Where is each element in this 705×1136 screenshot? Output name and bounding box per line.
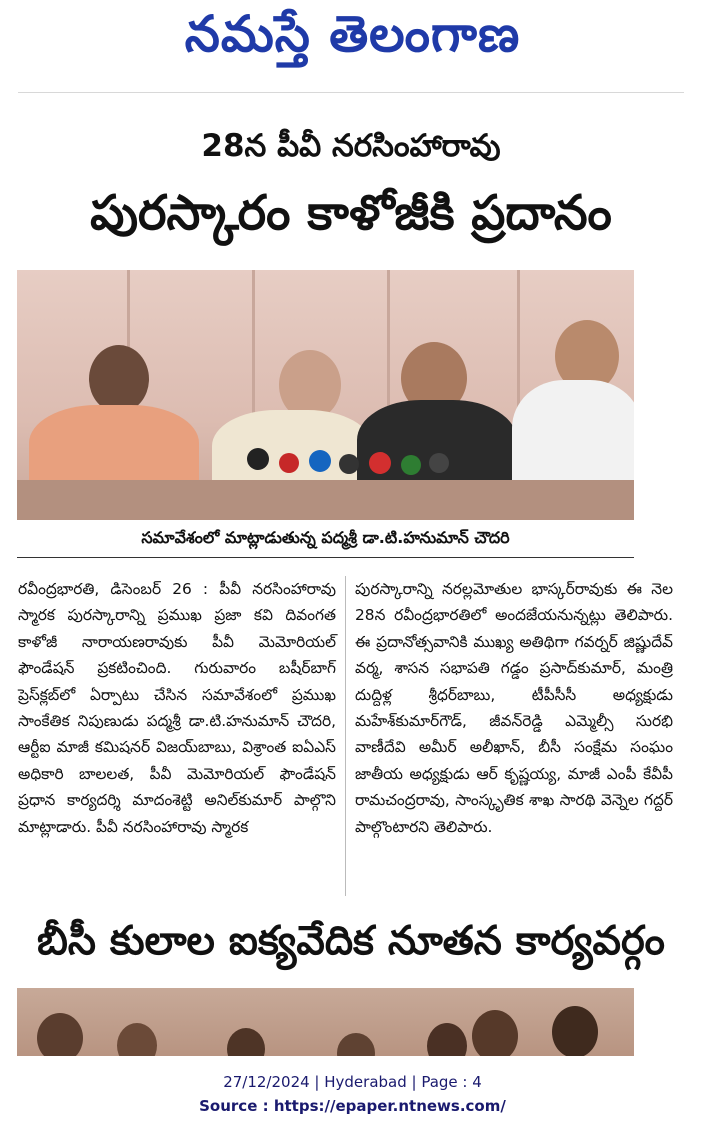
group-photo [17, 988, 634, 1056]
press-table [17, 480, 634, 520]
photo-caption: సమావేశంలో మాట్లాడుతున్న పద్మశ్రీ డా.టి.హనుమాన్ చౌదరి [17, 521, 634, 558]
source-link[interactable]: Source : https://epaper.ntnews.com/ [199, 1097, 506, 1115]
microphone [309, 450, 331, 472]
microphone [247, 448, 269, 470]
microphone [429, 453, 449, 473]
microphone [339, 454, 359, 474]
edition-info: 27/12/2024 | Hyderabad | Page : 4 [223, 1073, 482, 1091]
article-kicker: 28న పీవీ నరసింహారావు [201, 128, 501, 164]
microphone [369, 452, 391, 474]
microphone [279, 453, 299, 473]
article-column-left: రవీంద్రభారతి, డిసెంబర్ 26 : పీవీ నరసింహారావు స్మారక పురస్కారాన్ని ప్రముఖ ప్రజా కవి దివంగత కాళోజీ నారాయణరావుకు పీవీ మెమోరియల్ ఫౌండేషన్ ప్రకటించింది. గురువారం బషీర్‌బాగ్ ప్రెస్‌క్లబ్‌లో ఏర్పాటు చేసిన సమావేశంలో ప్రముఖ సాంకేతిక నిపుణుడు పద్మశ్రీ డా.టి.హనుమాన్ చౌదరి, ఆర్టీఐ మాజీ కమిషనర్ విజయ్‌బాబు, విశ్రాంత ఐఏఎస్ అధికారి బాలలత, పీవీ మెమోరియల్ ఫౌండేషన్ ప్రధాన కార్యదర్శి మాదంశెట్టి అనిల్‌కుమార్ పాల్గొని మాట్లాడారు. పీవీ నరసింహారావు స్మారక [18, 580, 336, 836]
article-column-right: పురస్కారాన్ని నరల్లమోతుల భాస్కర్‌రావుకు ఈ నెల 28న రవీంద్రభారతిలో అందజేయనున్నట్లు తెలిపారు. ఈ ప్రదానోత్సవానికి ముఖ్య అతిథిగా గవర్నర్ జిష్ణుదేవ్ వర్మ, శాసన సభాపతి గడ్డం ప్రసాద్‌కుమార్, మంత్రి దుద్దిళ్ల శ్రీధర్‌బాబు, టీపీసీసీ అధ్యక్షుడు మహేశ్‌కుమార్‌గౌడ్, జీవన్‌రెడ్డి ఎమ్మెల్సీ సురభి వాణీదేవి అమీర్ అలీఖాన్, బీసీ సంక్షేమ సంఘం జాతీయ అధ్యక్షుడు ఆర్ కృష్ణయ్య, మాజీ ఎంపీ కేవీపీ రామచంద్రరావు, సాంస్కృతిక శాఖ సారథి వెన్నెల గద్దర్ పాల్గొంటారని తెలిపారు. [355, 580, 673, 836]
microphone [401, 455, 421, 475]
column-divider [345, 576, 346, 896]
second-article-headline: బీసీ కులాల ఐక్యవేదిక నూతన కార్యవర్గం [37, 918, 665, 964]
article-headline: పురస్కారం కాళోజీకి ప్రదానం [90, 185, 612, 241]
press-meet-photo [17, 270, 634, 520]
masthead-logo: నమస్తే తెలంగాణ [184, 4, 521, 63]
header-strip [18, 92, 684, 107]
